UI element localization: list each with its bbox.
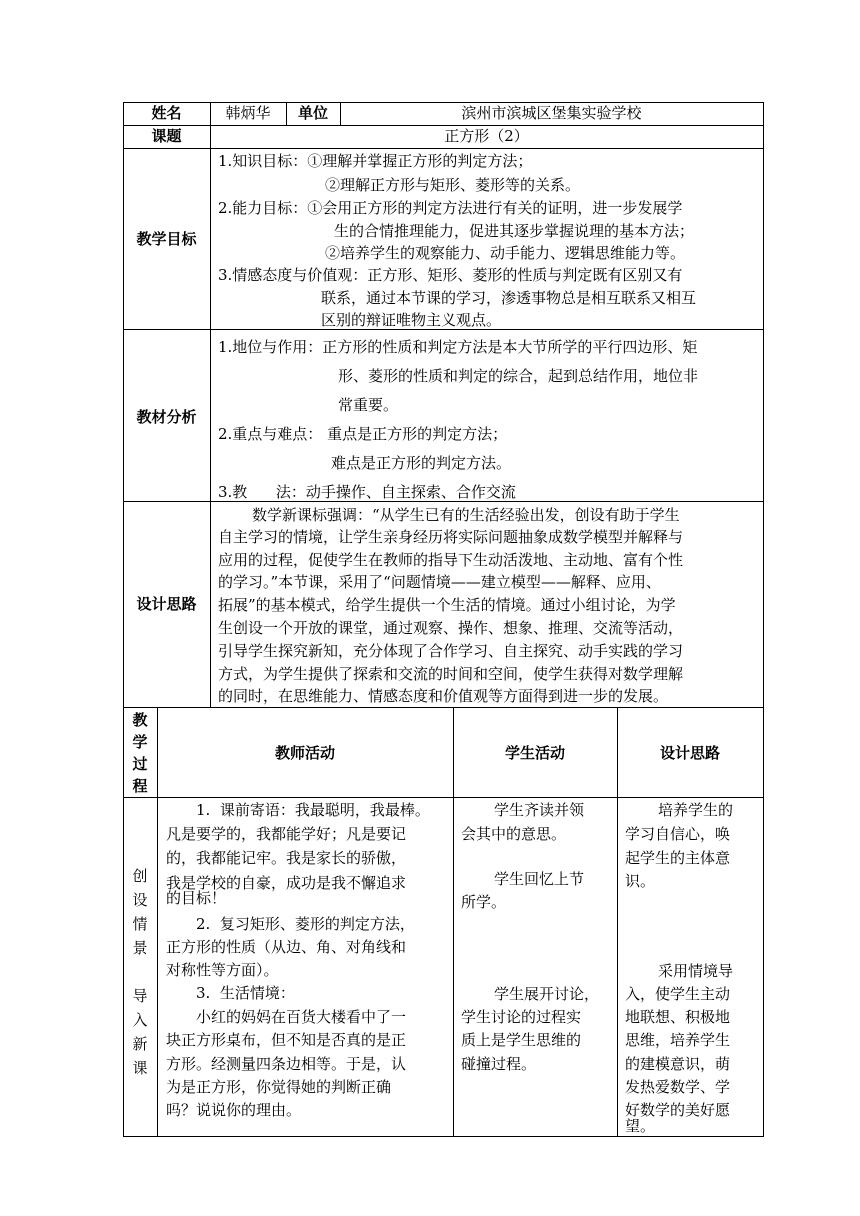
teacher-line: 为是正方形，你觉得她的判断正确 — [166, 1078, 392, 1096]
design-line: 的同时，在思维能力、情感态度和价值观等方面得到进一步的发展。 — [218, 687, 669, 705]
design-line: 数学新课标强调：“从学生已有的生活经验出发，创设有助于学生 — [252, 506, 680, 524]
analysis-line: 形、菱形的性质和判定的综合，起到总结作用，地位非 — [338, 367, 699, 385]
teacher-line: 我是学校的自豪，成功是我不懈追求 — [166, 874, 407, 892]
stage-label-char: 情 — [132, 915, 148, 933]
stage-label-char: 课 — [132, 1059, 148, 1077]
teacher-line: 1. 课前寄语：我最聪明，我最棒。 — [196, 801, 430, 819]
process-label-char: 程 — [132, 777, 148, 795]
process-label-char: 学 — [132, 733, 148, 751]
objectives-label: 教学目标 — [136, 230, 197, 248]
design-idea-line: 起学生的主体意 — [625, 849, 731, 867]
design-line: 自主学习的情境，让学生亲身经历将实际问题抽象成数学模型并解释与 — [218, 528, 684, 546]
design-idea-line: 思维，培养学生 — [625, 1031, 731, 1049]
student-activity-header: 学生活动 — [504, 744, 565, 762]
design-line: 方式，为学生提供了探索和交流的时间和空间，使学生获得对数学理解 — [218, 665, 684, 683]
design-line: 的学习。”本节课，采用了“问题情境——建立模型——解释、应用、 — [218, 573, 661, 591]
analysis-line: 1.地位与作用：正方形的性质和判定方法是本大节所学的平行四边形、矩 — [218, 338, 698, 356]
teacher-line: 2. 复习矩形、菱形的判定方法， — [196, 915, 415, 933]
design-line: 拓展”的基本模式，给学生提供一个生活的情境。通过小组讨论，为学 — [218, 596, 676, 614]
teacher-line: 凡是要学的，我都能学好；凡是要记 — [166, 825, 407, 843]
design-idea-line: 识。 — [625, 872, 656, 890]
objective-line: 区别的辩证唯物主义观点。 — [321, 311, 502, 329]
teacher-line: 3. 生活情境： — [196, 984, 295, 1002]
student-line: 碰撞过程。 — [461, 1055, 537, 1073]
table-line — [123, 1136, 764, 1137]
objective-line: 1.知识目标：①理解并掌握正方形的判定方法； — [218, 152, 533, 170]
process-label-char: 过 — [132, 755, 148, 773]
objective-line: 生的合情推理能力，促进其逐步掌握说理的基本方法； — [334, 222, 695, 240]
stage-label-char: 导 — [132, 987, 148, 1005]
design-idea-line: 入，使学生主动 — [625, 985, 731, 1003]
process-label-char: 教 — [132, 711, 148, 729]
name-label: 姓名 — [151, 104, 182, 122]
design-idea-line: 望。 — [625, 1117, 656, 1135]
table-line — [123, 102, 124, 1136]
teacher-activity-header: 教师活动 — [274, 744, 335, 762]
design-idea-line: 的建模意识，萌 — [625, 1055, 731, 1073]
teacher-line: 的目标！ — [166, 889, 227, 907]
name-value: 韩炳华 — [225, 104, 271, 122]
student-line: 学生展开讨论， — [494, 985, 600, 1003]
design-idea-line: 发热爱数学、学 — [625, 1078, 731, 1096]
design-idea-line: 学习自信心，唤 — [625, 825, 731, 843]
table-line — [453, 707, 454, 1136]
design-line: 应用的过程，促使学生在教师的指导下生动活泼地、主动地、富有个性 — [218, 551, 684, 569]
topic-label: 课题 — [151, 127, 182, 145]
design-idea-header: 设计思路 — [659, 744, 720, 762]
student-line: 学生讨论的过程实 — [461, 1008, 582, 1026]
design-line: 生创设一个开放的课堂，通过观察、操作、想象、推理、交流等活动， — [218, 619, 684, 637]
teacher-line: 小红的妈妈在百货大楼看中了一 — [196, 1008, 407, 1026]
design-idea-line: 采用情境导 — [658, 962, 734, 980]
teacher-line: 对称性等方面）。 — [166, 961, 279, 979]
unit-label: 单位 — [297, 104, 328, 122]
table-line — [763, 102, 764, 1136]
teacher-line: 方形。经测量四条边相等。于是，认 — [166, 1055, 407, 1073]
objective-line: ②培养学生的观察能力、动手能力、逻辑思维能力等。 — [325, 244, 686, 262]
design-idea-line: 地联想、积极地 — [625, 1008, 731, 1026]
objective-line: ②理解正方形与矩形、菱形等的关系。 — [325, 176, 581, 194]
design-idea-line: 培养学生的 — [658, 801, 734, 819]
teacher-line: 正方形的性质（从边、角、对角线和 — [166, 938, 407, 956]
student-line: 学生回忆上节 — [494, 870, 585, 888]
stage-label-char: 设 — [132, 891, 148, 909]
table-line — [617, 707, 618, 1136]
analysis-line: 2.重点与难点： 重点是正方形的判定方法； — [218, 425, 508, 443]
teacher-line: 吗？说说你的理由。 — [166, 1101, 302, 1119]
stage-label-char: 景 — [132, 939, 148, 957]
table-line — [210, 102, 211, 707]
stage-label-char: 入 — [132, 1011, 148, 1029]
topic-value: 正方形（2） — [444, 127, 529, 145]
teacher-line: 的，我都能记牢。我是家长的骄傲， — [166, 849, 407, 867]
stage-label-char: 创 — [132, 867, 148, 885]
student-line: 会其中的意思。 — [461, 825, 567, 843]
design-line: 引导学生探究新知，充分体现了合作学习、自主探究、动手实践的学习 — [218, 642, 684, 660]
student-line: 质上是学生思维的 — [461, 1031, 582, 1049]
design-idea-line: 好数学的美好愿 — [625, 1101, 731, 1119]
student-line: 学生齐读并领 — [494, 801, 585, 819]
objective-line: 3.情感态度与价值观：正方形、矩形、菱形的性质与判定既有区别又有 — [218, 266, 683, 284]
objective-line: 联系，通过本节课的学习，渗透事物总是相互联系又相互 — [321, 289, 697, 307]
analysis-line: 常重要。 — [338, 396, 399, 414]
analysis-line: 3.教 法：动手操作、自主探索、合作交流 — [218, 483, 516, 501]
design-label: 设计思路 — [136, 595, 197, 613]
objective-line: 2.能力目标：①会用正方形的判定方法进行有关的证明，进一步发展学 — [218, 199, 683, 217]
analysis-label: 教材分析 — [136, 408, 197, 426]
stage-label-char: 新 — [132, 1035, 148, 1053]
teacher-line: 块正方形桌布，但不知是否真的是正 — [166, 1031, 407, 1049]
student-line: 所学。 — [461, 893, 507, 911]
table-line — [157, 707, 158, 1136]
unit-value: 滨州市滨城区堡集实验学校 — [461, 104, 642, 122]
analysis-line: 难点是正方形的判定方法。 — [331, 454, 512, 472]
